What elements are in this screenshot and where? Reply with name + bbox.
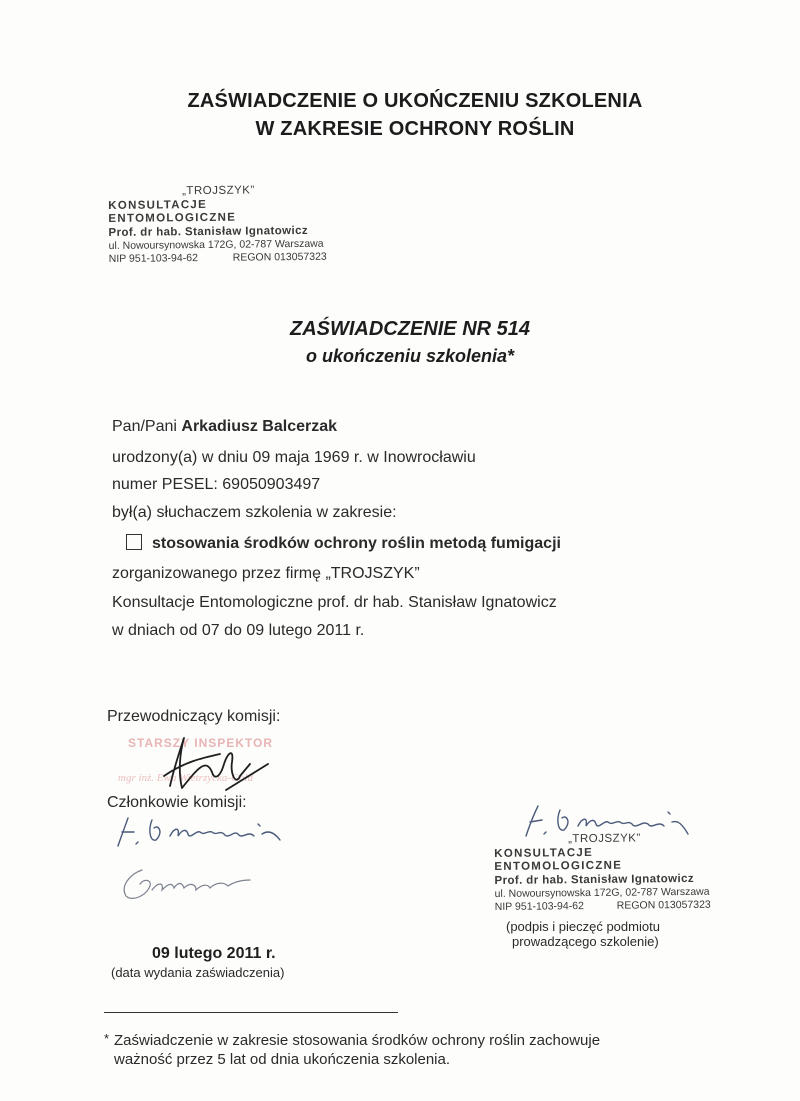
organizer-line: Konsultacje Entomologiczne prof. dr hab. Stanisław Ignatowicz xyxy=(112,594,557,611)
dates-line: w dniach od 07 do 09 lutego 2011 r. xyxy=(112,622,365,639)
pesel-line: numer PESEL: 69050903497 xyxy=(112,476,321,493)
certificate-number: ZAŚWIADCZENIE NR 514 xyxy=(289,318,531,340)
footnote-line2: ważność przez 5 lat od dnia ukończenia szkolenia. xyxy=(114,1051,451,1068)
chair-signature xyxy=(140,728,280,800)
certificate-subtitle: o ukończeniu szkolenia* xyxy=(305,346,515,366)
scope-text: stosowania środków ochrony roślin metodą fumigacji xyxy=(152,535,561,552)
organized-line: zorganizowanego przez firmę „TROJSZYK” xyxy=(112,565,420,582)
footnote-divider xyxy=(104,1012,398,1013)
document-title-line1: ZAŚWIADCZENIE O UKOŃCZENIU SZKOLENIA xyxy=(187,90,643,112)
member-signature-1 xyxy=(108,810,298,854)
issue-date-caption: (data wydania zaświadczenia) xyxy=(111,965,285,980)
footnote-mark: * xyxy=(104,1031,110,1046)
participant-name: Arkadiusz Balcerzak xyxy=(181,418,338,435)
company-stamp-bottom xyxy=(494,832,711,913)
stamp-bottom-nip: NIP 951-103-94-62 xyxy=(494,899,584,913)
document-title-line2: W ZAKRESIE OCHRONY ROŚLIN xyxy=(255,118,575,140)
stamp-bottom-regon: REGON 013057323 xyxy=(616,898,711,912)
signature-caption-line1: (podpis i pieczęć podmiotu xyxy=(506,919,660,934)
scope-checkbox xyxy=(126,534,142,550)
participant-scope-line: był(a) słuchaczem szkolenia w zakresie: xyxy=(112,504,397,521)
chair-label: Przewodniczący komisji: xyxy=(107,708,281,725)
members-label: Członkowie komisji: xyxy=(107,794,247,811)
stamp-name: KONSULTACJE ENTOMOLOGICZNE xyxy=(108,198,237,226)
chair-stamp-line1: STARSZY INSPEKTOR xyxy=(128,736,274,750)
stamp-bottom-name: KONSULTACJE ENTOMOLOGICZNE xyxy=(494,846,623,874)
stamp-nip: NIP 951-103-94-62 xyxy=(108,251,198,265)
birth-line: urodzony(a) w dniu 09 maja 1969 r. w Inowrocławiu xyxy=(112,449,476,466)
participant-line xyxy=(112,418,337,436)
stamp-address: ul. Nowoursynowska 172G, 02-787 Warszawa xyxy=(108,237,324,253)
stamp-bottom-address: ul. Nowoursynowska 172G, 02-787 Warszawa xyxy=(494,885,710,901)
stamp-regon: REGON 013057323 xyxy=(232,250,327,264)
signature-caption-line2: prowadzącego szkolenie) xyxy=(512,934,659,949)
issue-date: 09 lutego 2011 r. xyxy=(152,945,276,962)
footnote-line1: Zaświadczenie w zakresie stosowania środków ochrony roślin zachowuje xyxy=(114,1032,601,1049)
scope-line xyxy=(126,534,561,553)
stamp-bottom-person: Prof. dr hab. Stanisław Ignatowicz xyxy=(494,872,695,887)
pan-label: Pan/Pani xyxy=(112,418,177,435)
stamp-company: „TROJSZYK” xyxy=(181,184,255,198)
chair-stamp-line2: mgr inż. Ewa Wietrzycka-Gołd xyxy=(118,772,254,784)
stamp-person: Prof. dr hab. Stanisław Ignatowicz xyxy=(108,224,309,239)
member-signature-2 xyxy=(112,860,272,910)
stamp-bottom-company: „TROJSZYK” xyxy=(567,832,641,846)
company-stamp-top xyxy=(108,184,327,265)
